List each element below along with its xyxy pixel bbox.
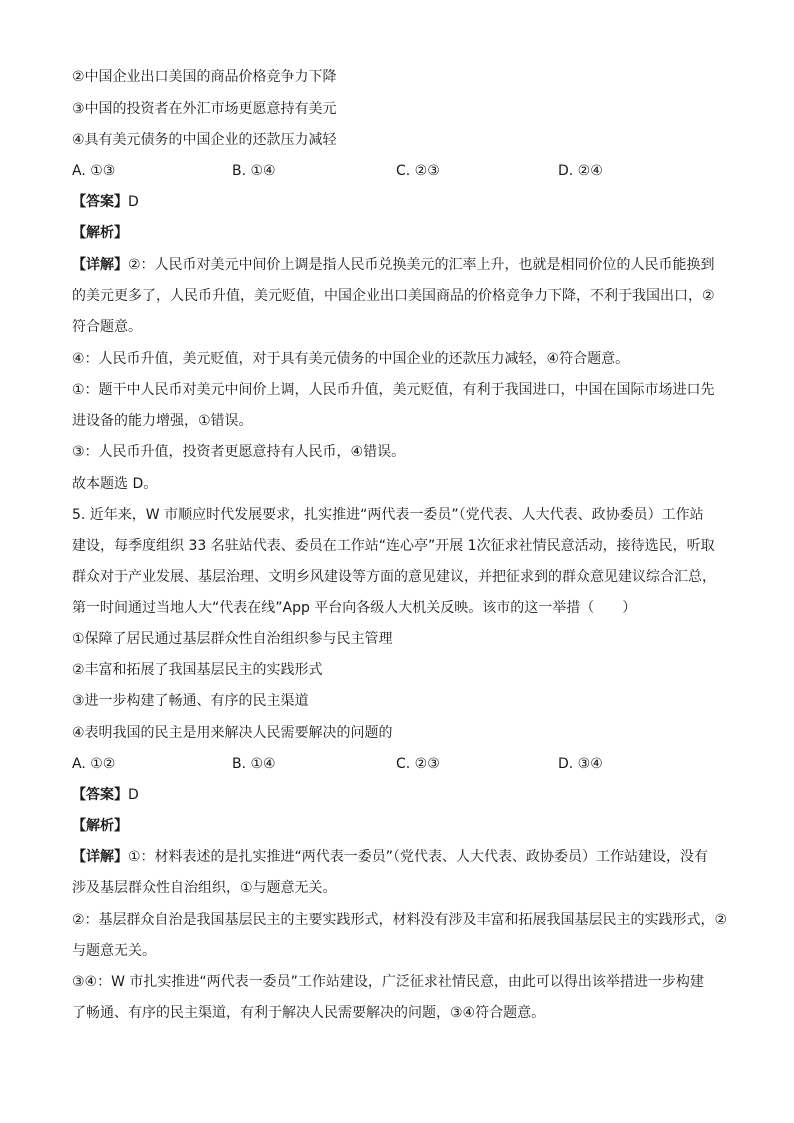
q5-option-c: C. ②③ [396,756,440,772]
question-5-stem: 群众对于产业发展、基层治理、文明乡风建设等方面的意见建议，并把征求到的群众意见建议综合汇总， [72,569,716,585]
option-d: D. ②④ [558,163,603,179]
q5-explanation-line [72,848,722,866]
answer-line [72,193,722,211]
conclusion-line: 故本题选 D。 [72,476,158,492]
answer-label: 【答案】 [72,194,128,210]
question-5-stem: 建设，每季度组织 33 名驻站代表、委员在工作站“连心亭”开展 1次征求社情民意活动，接待选民，听取 [72,538,715,554]
analysis-label: 【解析】 [72,225,128,241]
option-a: A. ①③ [72,163,116,179]
q5-explanation-line: 涉及基层群众性自治组织，①与题意无关。 [72,880,337,896]
option-c: C. ②③ [396,163,440,179]
explanation-line: 符合题意。 [72,319,142,335]
q5-detail-label: 【详解】 [72,849,128,865]
q5-statement-1: ①保障了居民通过基层群众性自治组织参与民主管理 [72,631,393,647]
explanation-line: ①：题干中人民币对美元中间价上调，人民币升值，美元贬值，有利于我国进口，中国在国际市场进口先 [72,382,715,398]
q5-statement-3: ③进一步构建了畅通、有序的民主渠道 [72,693,309,709]
question-5-stem: 5. 近年来，W 市顺应时代发展要求，扎实推进“两代表一委员”（党代表、人大代表、政协委员）工作站 [72,507,704,523]
statement-3: ③中国的投资者在外汇市场更愿意持有美元 [72,101,337,117]
explanation-line: ④：人民币升值，美元贬值，对于具有美元债务的中国企业的还款压力减轻，④符合题意。 [72,351,630,367]
q5-explanation-line: 与题意无关。 [72,943,156,959]
q5-analysis-label: 【解析】 [72,818,128,834]
explanation-text: ②：人民币对美元中间价上调是指人民币兑换美元的汇率上升，也就是相同价位的人民币能换到 [128,257,715,273]
explanation-line: 进设备的能力增强，①错误。 [72,413,253,429]
question-5-stem: 第一时间通过当地人大“代表在线”App 平台向各级人大机关反映。该市的这一举措（ ） [72,600,637,616]
statement-2: ②中国企业出口美国的商品价格竞争力下降 [72,69,337,85]
q5-option-a: A. ①② [72,756,116,772]
q5-answer-label: 【答案】 [72,787,128,803]
q5-answer-value: D [128,787,139,803]
q5-explanation-line: ③④：W 市扎实推进“两代表一委员”工作站建设，广泛征求社情民意，由此可以得出该举措进一步构建 [72,974,704,990]
q5-statement-4: ④表明我国的民主是用来解决人民需要解决的问题的 [72,725,393,741]
statement-4: ④具有美元债务的中国企业的还款压力减轻 [72,132,337,148]
answer-value: D [128,194,139,210]
explanation-line: 的美元更多了，人民币升值，美元贬值，中国企业出口美国商品的价格竞争力下降，不利于我国出口，② [72,288,715,304]
explanation-line: ③：人民币升值，投资者更愿意持有人民币，④错误。 [72,444,406,460]
q5-explanation-line: 了畅通、有序的民主渠道，有利于解决人民需要解决的问题，③④符合题意。 [72,1005,546,1021]
explanation-line [72,256,722,274]
detail-label: 【详解】 [72,257,128,273]
q5-option-b: B. ①④ [232,756,276,772]
q5-option-d: D. ③④ [558,756,603,772]
q5-explanation-text: ①：材料表述的是扎实推进“两代表一委员”（党代表、人大代表、政协委员）工作站建设，没有 [128,849,709,865]
option-b: B. ①④ [232,163,276,179]
q5-explanation-line: ②：基层群众自治是我国基层民主的主要实践形式，材料没有涉及丰富和拓展我国基层民主的实践形式，② [72,912,728,928]
q5-statement-2: ②丰富和拓展了我国基层民主的实践形式 [72,662,323,678]
q5-answer-line [72,786,722,804]
